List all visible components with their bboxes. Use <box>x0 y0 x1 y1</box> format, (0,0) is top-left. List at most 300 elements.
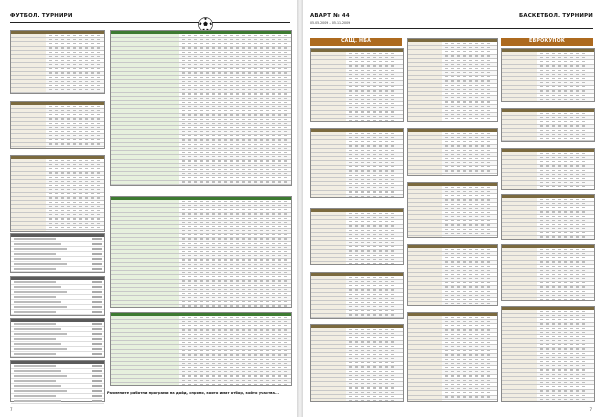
row-value-cell <box>355 294 358 295</box>
row-value-cell <box>224 259 227 260</box>
row-value-cell <box>278 305 281 306</box>
row-value-cell <box>570 374 573 375</box>
row-name-cell <box>502 290 537 293</box>
row-value-cell <box>97 164 100 165</box>
row-value-cell <box>487 388 490 389</box>
row-value-cell <box>463 282 466 283</box>
row-value-cell <box>576 117 579 118</box>
row-value-cell <box>266 110 269 111</box>
row-value-cell <box>79 218 82 219</box>
row-value-cell <box>385 375 388 376</box>
row-value-cell <box>373 362 376 363</box>
row-value-cell <box>278 81 281 82</box>
row-value-cell <box>570 134 573 135</box>
row-value-cell <box>355 225 358 226</box>
row-value-cell <box>481 224 484 225</box>
row-value-cell <box>540 61 543 62</box>
row-name-cell <box>408 186 442 189</box>
row-name-cell <box>111 130 179 133</box>
row-value-cell <box>242 338 245 339</box>
row-value-cell <box>487 346 490 347</box>
row-value-cell <box>79 214 82 215</box>
row-value-cell <box>558 165 561 166</box>
row-value-cell <box>97 47 100 48</box>
row-name-cell <box>111 80 179 83</box>
row-value-cell <box>558 390 561 391</box>
row-value-cell <box>284 131 287 132</box>
row-value-cell <box>355 333 358 334</box>
left-page-header: ФУТБОЛ. ТУРНИРИ <box>10 13 73 19</box>
row-value-cell <box>266 106 269 107</box>
row-value-cell <box>546 249 549 250</box>
row-value-cell <box>391 242 394 243</box>
row-value-cell <box>236 47 239 48</box>
row-value-cell <box>224 243 227 244</box>
row-value-cell <box>188 114 191 115</box>
row-value-cell <box>248 169 251 170</box>
row-value-cell <box>463 249 466 250</box>
row-value-cell <box>481 191 484 192</box>
row-value-cell <box>451 114 454 115</box>
row-value-cell <box>272 173 275 174</box>
row-value-cell <box>49 89 52 90</box>
row-value-cell <box>564 57 567 58</box>
row-value-cell <box>349 306 352 307</box>
row-value-cell <box>367 281 370 282</box>
row-value-cell <box>272 350 275 351</box>
row-value-cell <box>457 166 460 167</box>
row-value-cell <box>373 400 376 401</box>
row-value-cell <box>284 114 287 115</box>
row-value-cell <box>546 311 549 312</box>
row-value-cell <box>254 334 257 335</box>
row-value-cell <box>576 207 579 208</box>
row-value-cell <box>97 131 100 132</box>
row-value-cell <box>260 380 263 381</box>
row-value-cell <box>200 72 203 73</box>
row-value-cell <box>85 160 88 161</box>
row-name-cell <box>408 269 442 272</box>
row-value-cell <box>188 77 191 78</box>
row-value-cell <box>254 363 257 364</box>
row-value-cell <box>260 293 263 294</box>
row-value-cell <box>85 52 88 53</box>
row-value-cell <box>254 209 257 210</box>
row-value-cell <box>182 247 185 248</box>
row-value-cell <box>570 323 573 324</box>
row-value-cell <box>463 170 466 171</box>
row-value-cell <box>451 363 454 364</box>
row-value-cell <box>355 158 358 159</box>
row-value-cell <box>73 181 76 182</box>
row-name-cell <box>502 69 537 72</box>
row-value-cell <box>91 168 94 169</box>
row-value-cell <box>91 218 94 219</box>
row-value-cell <box>236 209 239 210</box>
row-value-cell <box>182 68 185 69</box>
row-value-cell <box>570 399 573 400</box>
row-value-cell <box>475 253 478 254</box>
row-value-cell <box>218 106 221 107</box>
row-value-cell <box>182 205 185 206</box>
row-value-cell <box>576 161 579 162</box>
row-value-cell <box>391 179 394 180</box>
row-value-cell <box>248 363 251 364</box>
row-value-cell <box>481 145 484 146</box>
row-value-cell <box>55 89 58 90</box>
row-value-cell <box>481 321 484 322</box>
row-value-cell <box>367 90 370 91</box>
row-name-cell <box>311 145 346 148</box>
row-value-cell <box>576 374 579 375</box>
row-value-cell <box>224 77 227 78</box>
row-value-cell <box>367 213 370 214</box>
row-value-cell <box>552 86 555 87</box>
row-value-cell <box>564 328 567 329</box>
row-value-cell <box>236 363 239 364</box>
left-page <box>0 0 297 417</box>
row-value-cell <box>200 285 203 286</box>
row-value-cell <box>475 229 478 230</box>
row-value-cell <box>451 329 454 330</box>
row-value-cell <box>254 102 257 103</box>
row-name-cell <box>311 233 346 236</box>
table-row <box>408 236 497 238</box>
row-value-cell <box>194 305 197 306</box>
row-value-cell <box>224 289 227 290</box>
row-name-cell <box>408 337 442 340</box>
row-value-cell <box>85 64 88 65</box>
row-value-cell <box>373 166 376 167</box>
row-value-cell <box>481 367 484 368</box>
row-value-cell <box>188 325 191 326</box>
row-value-cell <box>367 65 370 66</box>
row-value-cell <box>278 135 281 136</box>
row-value-cell <box>61 193 64 194</box>
row-value-cell <box>242 60 245 61</box>
row-value-cell <box>266 226 269 227</box>
row-value-cell <box>558 344 561 345</box>
row-value-cell <box>582 353 585 354</box>
row-value-cell <box>200 334 203 335</box>
row-value-cell <box>367 95 370 96</box>
row-value-cell <box>552 170 555 171</box>
standings-table <box>501 108 595 142</box>
row-value-cell <box>91 64 94 65</box>
row-value-cell <box>91 123 94 124</box>
row-value-cell <box>85 56 88 57</box>
row-value-cell <box>552 378 555 379</box>
row-value-cell <box>230 317 233 318</box>
row-name-cell <box>311 225 346 228</box>
row-value-cell <box>570 332 573 333</box>
row-name-cell <box>111 139 179 142</box>
row-value-cell <box>379 90 382 91</box>
row-value-cell <box>266 181 269 182</box>
row-value-cell <box>564 386 567 387</box>
fixture-teams <box>14 263 67 264</box>
row-value-cell <box>91 197 94 198</box>
row-value-cell <box>272 375 275 376</box>
fixture-teams <box>14 338 56 339</box>
row-value-cell <box>278 77 281 78</box>
row-value-cell <box>576 134 579 135</box>
row-value-cell <box>79 223 82 224</box>
row-value-cell <box>385 82 388 83</box>
row-value-cell <box>206 56 209 57</box>
row-value-cell <box>546 399 549 400</box>
row-value-cell <box>361 314 364 315</box>
row-value-cell <box>391 263 394 264</box>
row-value-cell <box>457 114 460 115</box>
row-value-cell <box>451 47 454 48</box>
row-value-cell <box>91 60 94 61</box>
row-value-cell <box>266 93 269 94</box>
row-value-cell <box>266 342 269 343</box>
row-value-cell <box>361 213 364 214</box>
row-value-cell <box>481 257 484 258</box>
row-value-cell <box>564 319 567 320</box>
row-value-cell <box>200 89 203 90</box>
row-value-cell <box>463 162 466 163</box>
row-value-cell <box>361 250 364 251</box>
row-value-cell <box>206 247 209 248</box>
row-value-cell <box>445 114 448 115</box>
row-value-cell <box>266 39 269 40</box>
row-value-cell <box>218 139 221 140</box>
row-value-cell <box>49 185 52 186</box>
row-value-cell <box>206 123 209 124</box>
row-value-cell <box>224 60 227 61</box>
row-value-cell <box>91 72 94 73</box>
row-value-cell <box>558 295 561 296</box>
row-value-cell <box>188 346 191 347</box>
row-value-cell <box>278 119 281 120</box>
row-value-cell <box>200 329 203 330</box>
row-value-cell <box>373 141 376 142</box>
row-value-cell <box>212 247 215 248</box>
row-value-cell <box>212 152 215 153</box>
row-value-cell <box>85 231 88 232</box>
row-value-cell <box>248 93 251 94</box>
row-value-cell <box>540 99 543 100</box>
row-value-cell <box>552 65 555 66</box>
row-value-cell <box>260 173 263 174</box>
row-value-cell <box>272 89 275 90</box>
row-value-cell <box>284 247 287 248</box>
row-value-cell <box>182 177 185 178</box>
row-value-cell <box>206 39 209 40</box>
row-value-cell <box>278 64 281 65</box>
row-value-cell <box>487 212 490 213</box>
row-value-cell <box>445 212 448 213</box>
row-value-cell <box>582 216 585 217</box>
row-value-cell <box>218 114 221 115</box>
row-value-cell <box>361 57 364 58</box>
row-value-cell <box>49 135 52 136</box>
row-value-cell <box>188 213 191 214</box>
row-value-cell <box>73 218 76 219</box>
fixture-teams <box>14 348 67 349</box>
row-value-cell <box>576 344 579 345</box>
row-value-cell <box>373 90 376 91</box>
row-value-cell <box>469 329 472 330</box>
row-value-cell <box>576 182 579 183</box>
row-value-cell <box>218 119 221 120</box>
row-value-cell <box>85 35 88 36</box>
row-value-cell <box>266 325 269 326</box>
row-value-cell <box>200 297 203 298</box>
row-name-cell <box>311 289 346 292</box>
row-value-cell <box>85 185 88 186</box>
row-value-cell <box>570 170 573 171</box>
row-value-cell <box>457 118 460 119</box>
row-value-cell <box>67 218 70 219</box>
row-value-cell <box>272 325 275 326</box>
row-name-cell <box>408 59 442 62</box>
row-value-cell <box>224 209 227 210</box>
row-name-cell <box>111 63 179 66</box>
row-name-cell <box>502 377 537 380</box>
row-value-cell <box>570 138 573 139</box>
row-value-cell <box>206 89 209 90</box>
row-value-cell <box>463 195 466 196</box>
row-name-cell <box>502 137 537 140</box>
row-value-cell <box>230 35 233 36</box>
row-value-cell <box>481 208 484 209</box>
row-value-cell <box>230 289 233 290</box>
row-name-cell <box>502 252 537 255</box>
row-value-cell <box>284 342 287 343</box>
row-value-cell <box>200 106 203 107</box>
row-value-cell <box>540 153 543 154</box>
row-value-cell <box>361 285 364 286</box>
row-value-cell <box>200 280 203 281</box>
row-name-cell <box>408 387 442 390</box>
row-value-cell <box>188 268 191 269</box>
row-name-cell <box>311 366 346 369</box>
row-value-cell <box>582 134 585 135</box>
row-value-cell <box>361 371 364 372</box>
row-value-cell <box>248 359 251 360</box>
row-name-cell <box>311 216 346 219</box>
row-value-cell <box>85 197 88 198</box>
row-value-cell <box>188 276 191 277</box>
row-value-cell <box>361 298 364 299</box>
fixture-teams <box>14 238 56 239</box>
row-value-cell <box>272 363 275 364</box>
row-value-cell <box>67 210 70 211</box>
row-value-cell <box>97 197 100 198</box>
row-value-cell <box>194 39 197 40</box>
row-value-cell <box>212 205 215 206</box>
row-value-cell <box>242 181 245 182</box>
row-value-cell <box>546 332 549 333</box>
row-value-cell <box>576 220 579 221</box>
row-name-cell <box>11 213 46 216</box>
row-value-cell <box>55 172 58 173</box>
row-value-cell <box>97 206 100 207</box>
row-value-cell <box>242 89 245 90</box>
row-value-cell <box>49 64 52 65</box>
row-value-cell <box>540 369 543 370</box>
row-value-cell <box>355 238 358 239</box>
row-value-cell <box>284 160 287 161</box>
row-value-cell <box>570 266 573 267</box>
row-value-cell <box>248 305 251 306</box>
row-value-cell <box>558 286 561 287</box>
row-value-cell <box>355 392 358 393</box>
row-value-cell <box>463 204 466 205</box>
row-value-cell <box>278 72 281 73</box>
row-value-cell <box>206 98 209 99</box>
row-value-cell <box>552 236 555 237</box>
row-value-cell <box>361 225 364 226</box>
row-value-cell <box>373 57 376 58</box>
row-value-cell <box>445 187 448 188</box>
row-value-cell <box>367 350 370 351</box>
row-value-cell <box>451 208 454 209</box>
row-value-cell <box>445 191 448 192</box>
row-value-cell <box>487 266 490 267</box>
row-value-cell <box>242 251 245 252</box>
row-value-cell <box>349 333 352 334</box>
row-value-cell <box>200 205 203 206</box>
row-value-cell <box>570 82 573 83</box>
row-value-cell <box>278 350 281 351</box>
row-value-cell <box>552 95 555 96</box>
row-value-cell <box>451 110 454 111</box>
row-value-cell <box>218 234 221 235</box>
row-value-cell <box>218 350 221 351</box>
row-value-cell <box>463 229 466 230</box>
row-value-cell <box>570 61 573 62</box>
row-value-cell <box>254 177 257 178</box>
row-value-cell <box>564 99 567 100</box>
row-name-cell <box>311 229 346 232</box>
row-value-cell <box>457 162 460 163</box>
row-value-cell <box>552 161 555 162</box>
row-value-cell <box>540 365 543 366</box>
row-value-cell <box>385 179 388 180</box>
row-name-cell <box>408 153 442 156</box>
row-value-cell <box>224 93 227 94</box>
row-value-cell <box>85 39 88 40</box>
row-value-cell <box>73 93 76 94</box>
row-value-cell <box>379 225 382 226</box>
row-value-cell <box>248 81 251 82</box>
row-value-cell <box>576 165 579 166</box>
row-value-cell <box>248 238 251 239</box>
row-value-cell <box>200 127 203 128</box>
row-value-cell <box>266 135 269 136</box>
row-value-cell <box>284 384 287 385</box>
row-value-cell <box>67 227 70 228</box>
row-value-cell <box>481 106 484 107</box>
row-value-cell <box>481 317 484 318</box>
row-value-cell <box>194 93 197 94</box>
row-value-cell <box>67 81 70 82</box>
row-value-cell <box>582 266 585 267</box>
row-value-cell <box>206 72 209 73</box>
row-value-cell <box>576 57 579 58</box>
row-value-cell <box>212 234 215 235</box>
row-name-cell <box>311 111 346 114</box>
row-value-cell <box>284 119 287 120</box>
row-name-cell <box>11 63 46 66</box>
row-value-cell <box>242 380 245 381</box>
row-name-cell <box>111 284 179 287</box>
